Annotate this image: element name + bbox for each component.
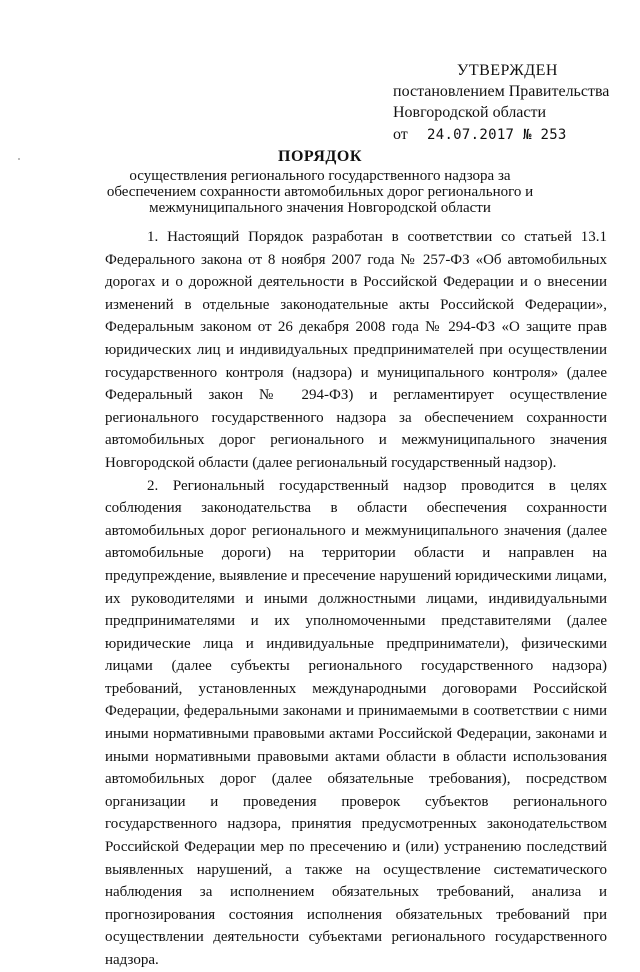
approval-line-2: Новгородской области bbox=[393, 104, 547, 121]
approval-title: УТВЕРЖДЕН bbox=[457, 62, 558, 79]
scan-mark bbox=[18, 158, 20, 160]
document-title: ПОРЯДОК bbox=[278, 148, 362, 165]
approval-line-1: постановлением Правительства bbox=[393, 83, 610, 100]
approval-date-value: 24.07.2017 № 253 bbox=[427, 127, 567, 143]
paragraph-2: 2. Региональный государственный надзор проводится в целях соблюдения законодательства в области обеспечения сохранности автомобильных дорог регионального и межмуниципального значения (далее автомобильные дороги) на территории области и направлен на предупреждение, выявление и пресечение нарушений юридическими лицами, их руководителями и иными должностными лицами, индивидуальными предпринимателями и их уполномоченными представителями (далее юридические лица и индивидуальные предприниматели), физическими лицами (далее субъекты регионального государственного надзора) требований, установленных международными договорами Российской Федерации, федеральными законами и принимаемыми в соответствии с ними иными нормативными правовыми актами Российской Федерации, законами и иными нормативными правовыми актами области в области использования автомобильных дорог (далее обязательные требования), посредством организации и проведения проверок субъектов регионального государственного надзора, принятия предусмотренных законодательством Российской Федерации мер по пресечению и (или) устранению последствий выявленных нарушений, а также на осуществление систематического наблюдения за исполнением обязательных требований, анализа и прогнозирования состояния исполнения обязательных требований при осуществлении деятельности субъектами регионального государственного надзора. bbox=[105, 477, 607, 968]
approval-stamp bbox=[393, 60, 633, 146]
document-body bbox=[105, 226, 607, 972]
approval-date-row bbox=[393, 124, 633, 146]
approval-date-prefix: от bbox=[393, 126, 408, 143]
document-subtitle: осуществления регионального государственного надзора за обеспечением сохранности автомобильных дорог регионального и межмуниципального значения Новгородской области bbox=[106, 168, 534, 216]
paragraph-1: 1. Настоящий Порядок разработан в соответствии со статьей 13.1 Федерального закона от 8 ноября 2007 года № 257-ФЗ «Об автомобильных дорогах и о дорожной деятельности в Российской Федерации и о внесении изменений в отдельные законодательные акты Российской Федерации», Федеральным законом от 26 декабря 2008 года № 294-ФЗ «О защите прав юридических лиц и индивидуальных предпринимателей при осуществлении государственного контроля (надзора) и муниципального контроля» (далее Федеральный закон № 294-ФЗ) и регламентирует осуществление регионального государственного надзора за обеспечением сохранности автомобильных дорог регионального и межмуниципального значения Новгородской области (далее региональный государственный надзор). bbox=[105, 229, 607, 471]
